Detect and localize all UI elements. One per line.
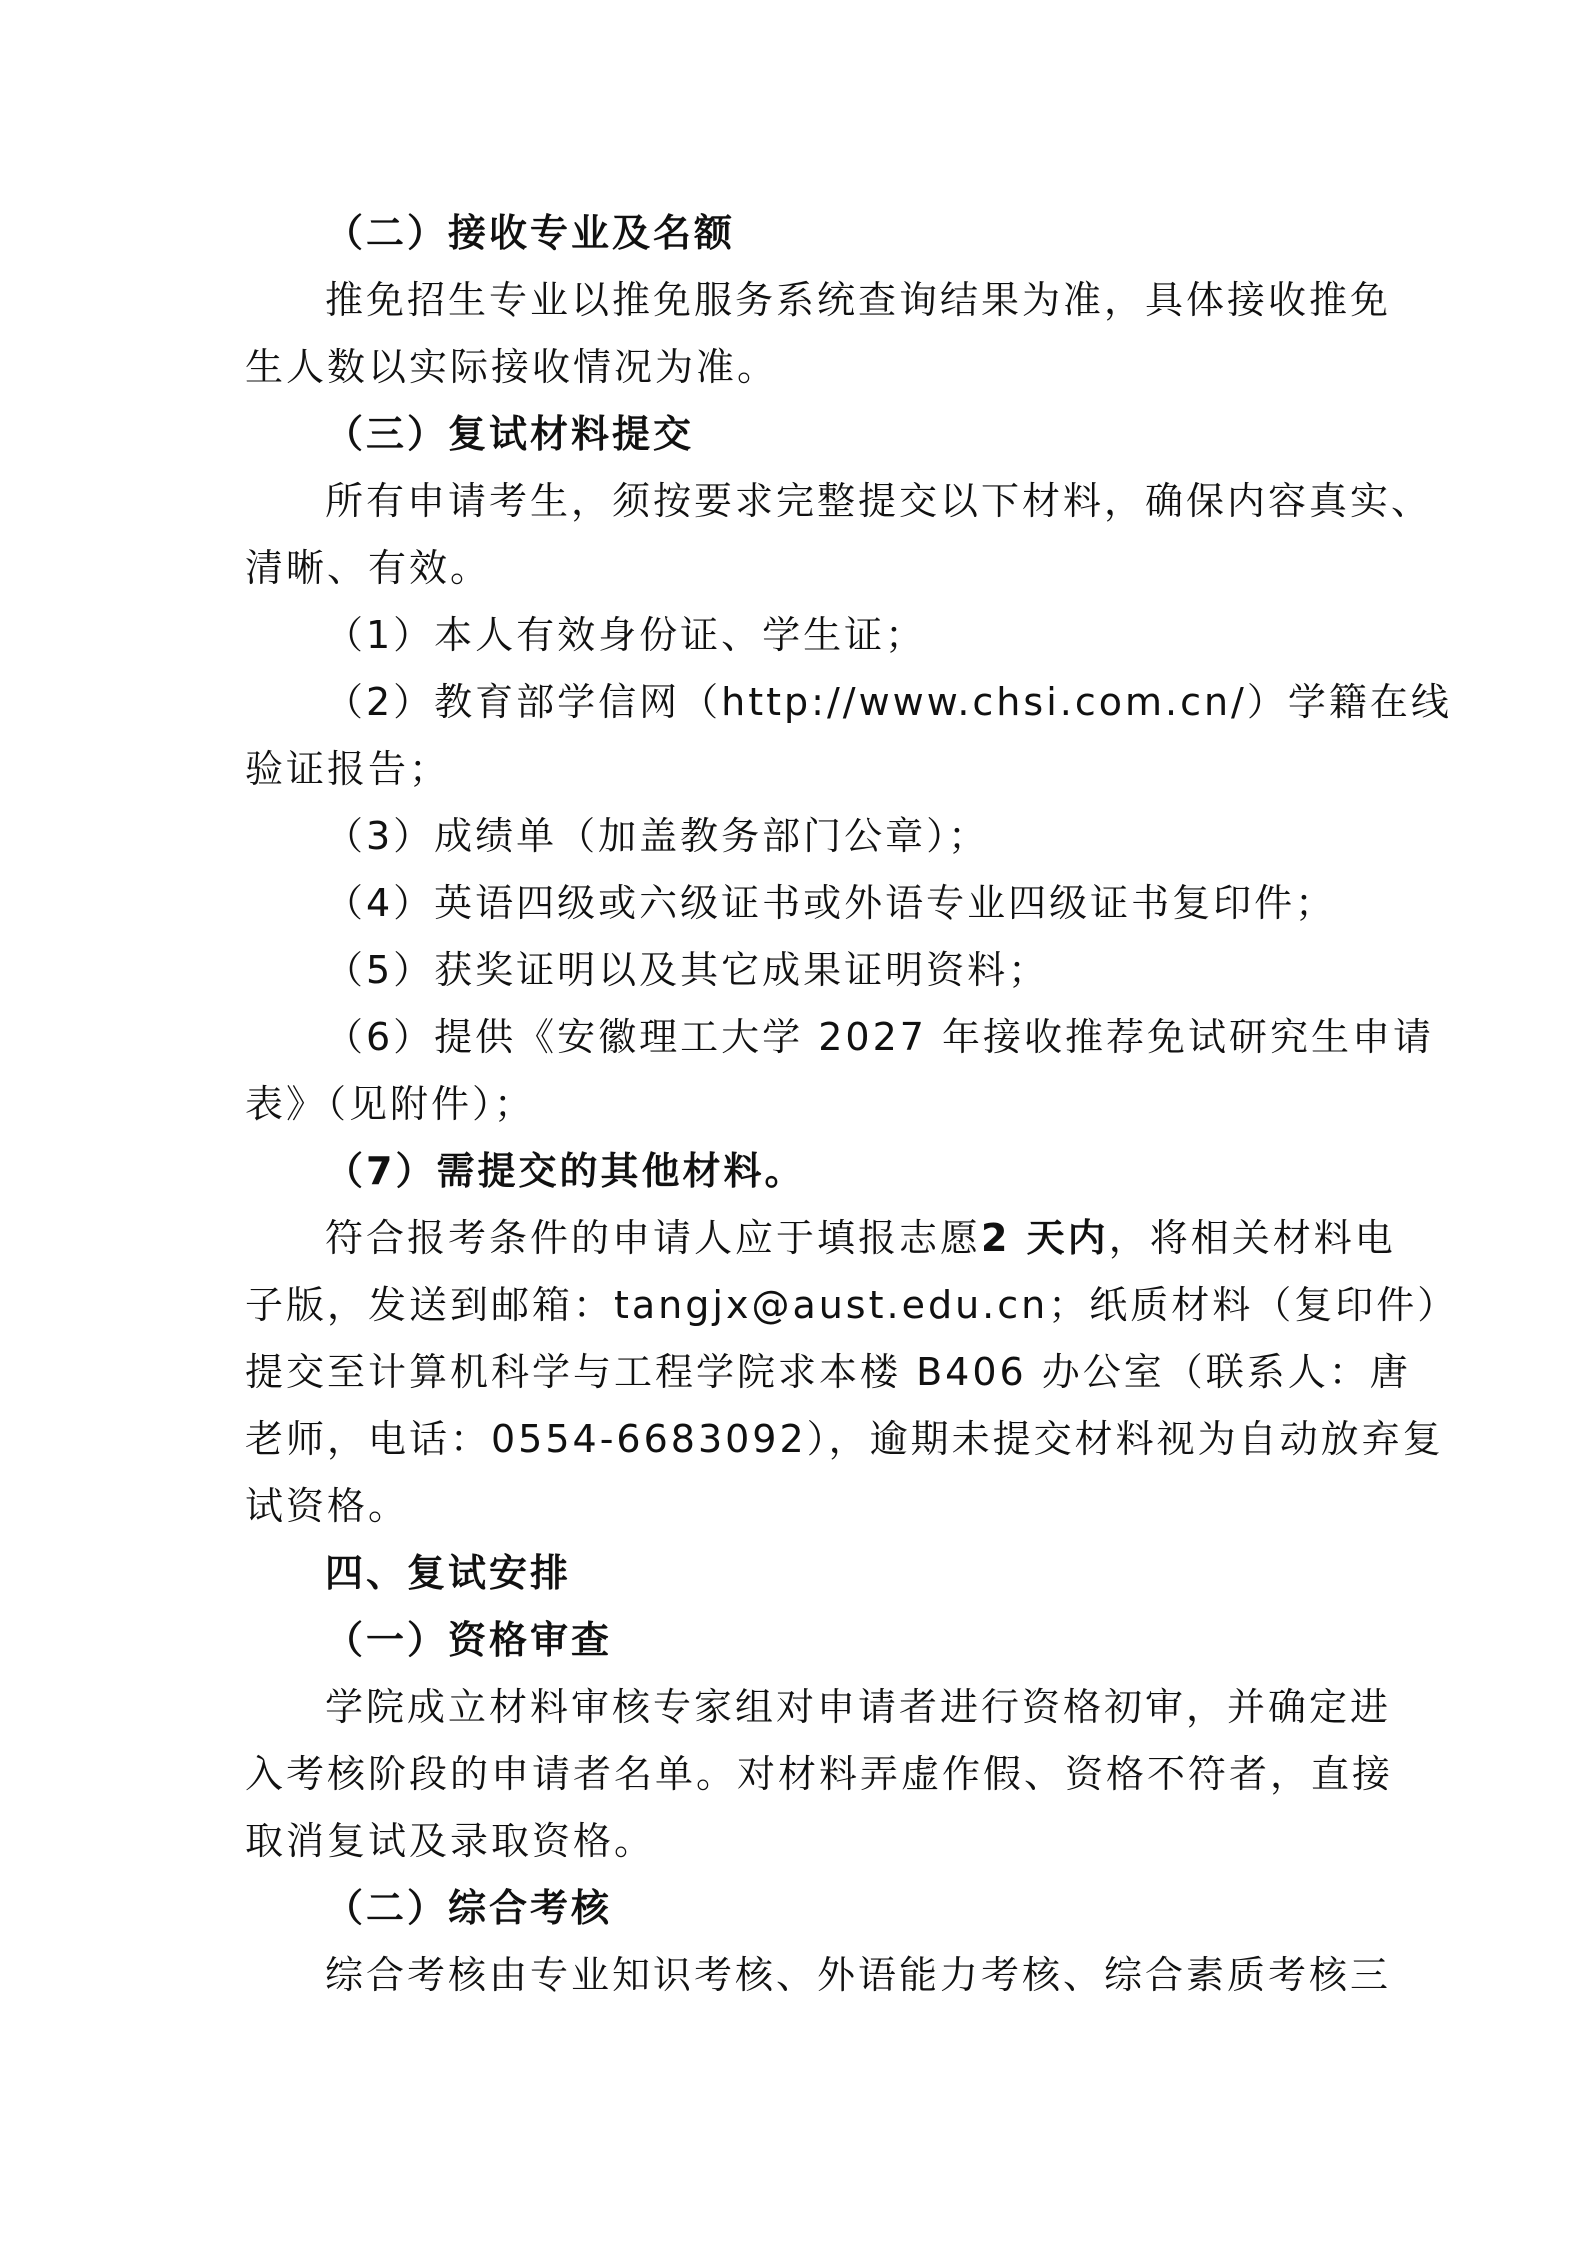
material-item-6-line-2: 表》（见附件）； (245, 1082, 536, 1126)
chapter-4-heading: 四、复试安排 (325, 1551, 572, 1595)
material-item-2-line-1: （2）教育部学信网（http://www.chsi.com.cn/）学籍在线 (325, 680, 1452, 724)
submission-paragraph-line-2: 子版，发送到邮箱：tangjx@aust.edu.cn；纸质材料（复印件） (245, 1283, 1459, 1327)
section-3-intro-line-2: 清晰、有效。 (245, 546, 492, 590)
submission-paragraph-line-3: 提交至计算机科学与工程学院求本楼 B406 办公室（联系人：唐 (245, 1350, 1411, 1394)
material-item-3: （3）成绩单（加盖教务部门公章）； (325, 814, 990, 858)
review-paragraph-line-2: 入考核阶段的申请者名单。对材料弄虚作假、资格不符者，直接 (245, 1752, 1394, 1796)
section-2-heading: （二）接收专业及名额 (325, 211, 736, 255)
submission-paragraph-line-4: 老师，电话：0554-6683092），逾期未提交材料视为自动放弃复 (245, 1417, 1444, 1461)
submission-text-end: ，将相关材料电 (1108, 1216, 1396, 1260)
submission-paragraph-line-5: 试资格。 (245, 1484, 410, 1528)
subsection-2-heading: （二）综合考核 (325, 1886, 613, 1930)
material-item-2-line-2: 验证报告； (245, 747, 451, 791)
section-3-heading: （三）复试材料提交 (325, 412, 695, 456)
assessment-paragraph-line-1: 综合考核由专业知识考核、外语能力考核、综合素质考核三 (325, 1953, 1392, 1997)
submission-paragraph-line-1 (325, 1204, 1396, 1272)
section-3-intro-line-1: 所有申请考生，须按要求完整提交以下材料，确保内容真实、 (325, 479, 1433, 523)
section-2-paragraph-line-2: 生人数以实际接收情况为准。 (245, 345, 779, 389)
material-item-6-line-1: （6）提供《安徽理工大学 2027 年接收推荐免试研究生申请 (325, 1015, 1435, 1059)
review-paragraph-line-3: 取消复试及录取资格。 (245, 1819, 656, 1863)
material-item-4: （4）英语四级或六级证书或外语专业四级证书复印件； (325, 881, 1337, 925)
material-item-5: （5）获奖证明以及其它成果证明资料； (325, 948, 1050, 992)
material-item-1: （1）本人有效身份证、学生证； (325, 613, 927, 657)
section-2-paragraph-line-1: 推免招生专业以推免服务系统查询结果为准，具体接收推免 (325, 278, 1392, 322)
subsection-1-heading: （一）资格审查 (325, 1618, 613, 1662)
submission-deadline: 2 天内 (981, 1216, 1109, 1260)
material-item-7: （7）需提交的其他材料。 (325, 1149, 806, 1193)
submission-text-start: 符合报考条件的申请人应于填报志愿 (325, 1216, 982, 1260)
review-paragraph-line-1: 学院成立材料审核专家组对申请者进行资格初审，并确定进 (325, 1685, 1392, 1729)
